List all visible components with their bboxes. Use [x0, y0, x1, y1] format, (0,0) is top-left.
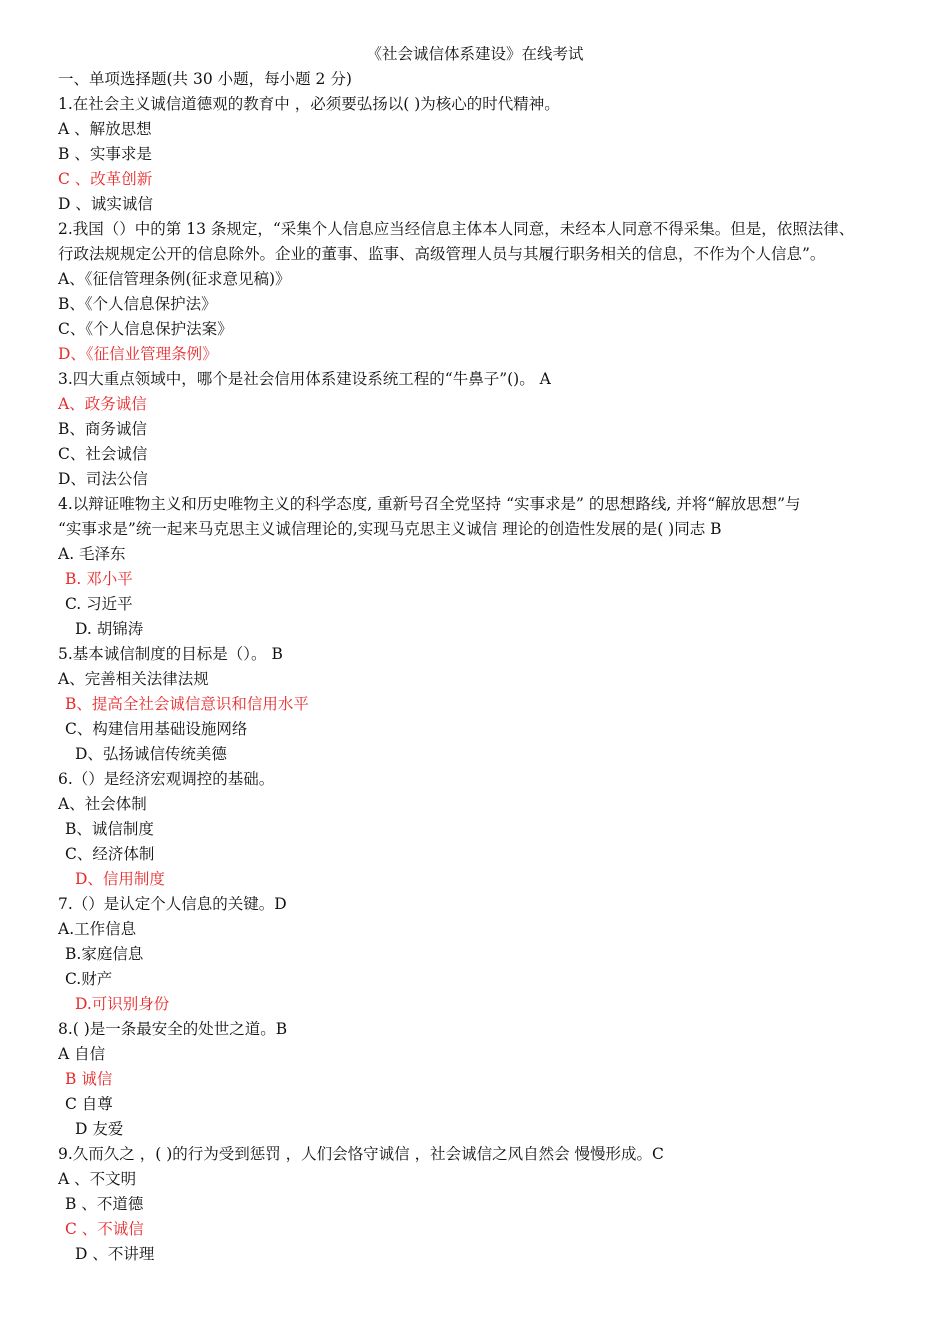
q5-option-c: C、构建信用基础设施网络 — [65, 720, 248, 738]
question-9: 9.久而久之 ，( )的行为受到惩罚 ，人们会恪守诚信 ，社会诚信之风自然会 慢慢形成。C — [58, 1145, 664, 1163]
document-title: 《社会诚信体系建设》在线考试 — [366, 45, 584, 63]
q4-option-d: D. 胡锦涛 — [75, 620, 144, 638]
q9-option-b: B 、不道德 — [65, 1195, 144, 1213]
q1-option-a: A 、解放思想 — [58, 120, 152, 138]
question-4-line-1: 4.以辩证唯物主义和历史唯物主义的科学态度, 重新号召全党坚持 “实事求是” 的思想路线, 并将“解放思想”与 — [58, 495, 801, 513]
q5-option-d: D、弘扬诚信传统美德 — [75, 745, 227, 763]
q6-option-a: A、社会体制 — [58, 795, 147, 813]
q8-option-d: D 友爱 — [75, 1120, 124, 1138]
q2-option-a: A、《征信管理条例(征求意见稿)》 — [58, 270, 291, 288]
question-6: 6.（）是经济宏观调控的基础。 — [58, 770, 275, 788]
q3-option-c: C、社会诚信 — [58, 445, 148, 463]
q3-option-d: D、司法公信 — [58, 470, 148, 488]
q6-option-b: B、诚信制度 — [65, 820, 154, 838]
q8-option-b-answer: B 诚信 — [65, 1070, 113, 1088]
q2-option-c: C、《个人信息保护法案》 — [58, 320, 233, 338]
q8-option-c: C 自尊 — [65, 1095, 113, 1113]
q7-option-c: C.财产 — [65, 970, 113, 988]
q9-option-a: A 、不文明 — [58, 1170, 137, 1188]
question-4-line-2: “实事求是”统一起来马克思主义诚信理论的,实现马克思主义诚信 理论的创造性发展的是( )同志 B — [58, 520, 722, 538]
question-7: 7.（）是认定个人信息的关键。D — [58, 895, 287, 913]
q2-option-b: B、《个人信息保护法》 — [58, 295, 217, 313]
q3-option-a-answer: A、政务诚信 — [58, 395, 147, 413]
question-3: 3.四大重点领域中，哪个是社会信用体系建设系统工程的“牛鼻子”()。 A — [58, 370, 551, 388]
q7-option-a: A.工作信息 — [58, 920, 137, 938]
q1-option-c-answer: C 、改革创新 — [58, 170, 153, 188]
q6-option-c: C、经济体制 — [65, 845, 155, 863]
q1-option-d: D 、诚实诚信 — [58, 195, 153, 213]
q3-option-b: B、商务诚信 — [58, 420, 147, 438]
q8-option-a: A 自信 — [58, 1045, 106, 1063]
q9-option-c-answer: C 、不诚信 — [65, 1220, 144, 1238]
q5-option-b-answer: B、提高全社会诚信意识和信用水平 — [65, 695, 309, 713]
question-2-line-2: 行政法规规定公开的信息除外。企业的董事、监事、高级管理人员与其履行职务相关的信息，不作为个人信息”。 — [58, 245, 826, 263]
q4-option-b-answer: B. 邓小平 — [65, 570, 133, 588]
q4-option-c: C. 习近平 — [65, 595, 133, 613]
q7-option-d-answer: D.可识别身份 — [75, 995, 170, 1013]
question-2-line-1: 2.我国（）中的第 13 条规定，“采集个人信息应当经信息主体本人同意，未经本人同意不得采集。但是，依照法律、 — [58, 220, 855, 238]
question-8: 8.( )是一条最安全的处世之道。B — [58, 1020, 288, 1038]
q6-option-d-answer: D、信用制度 — [75, 870, 165, 888]
q4-option-a: A. 毛泽东 — [58, 545, 126, 563]
section-heading: 一、单项选择题(共 30 小题，每小题 2 分) — [58, 70, 352, 88]
q1-option-b: B 、实事求是 — [58, 145, 152, 163]
q9-option-d: D 、不讲理 — [75, 1245, 155, 1263]
question-1: 1.在社会主义诚信道德观的教育中 ，必须要弘扬以( )为核心的时代精神。 — [58, 95, 560, 113]
q5-option-a: A、完善相关法律法规 — [58, 670, 209, 688]
q7-option-b: B.家庭信息 — [65, 945, 144, 963]
question-5: 5.基本诚信制度的目标是（）。 B — [58, 645, 283, 663]
q2-option-d-answer: D、《征信业管理条例》 — [58, 345, 218, 363]
